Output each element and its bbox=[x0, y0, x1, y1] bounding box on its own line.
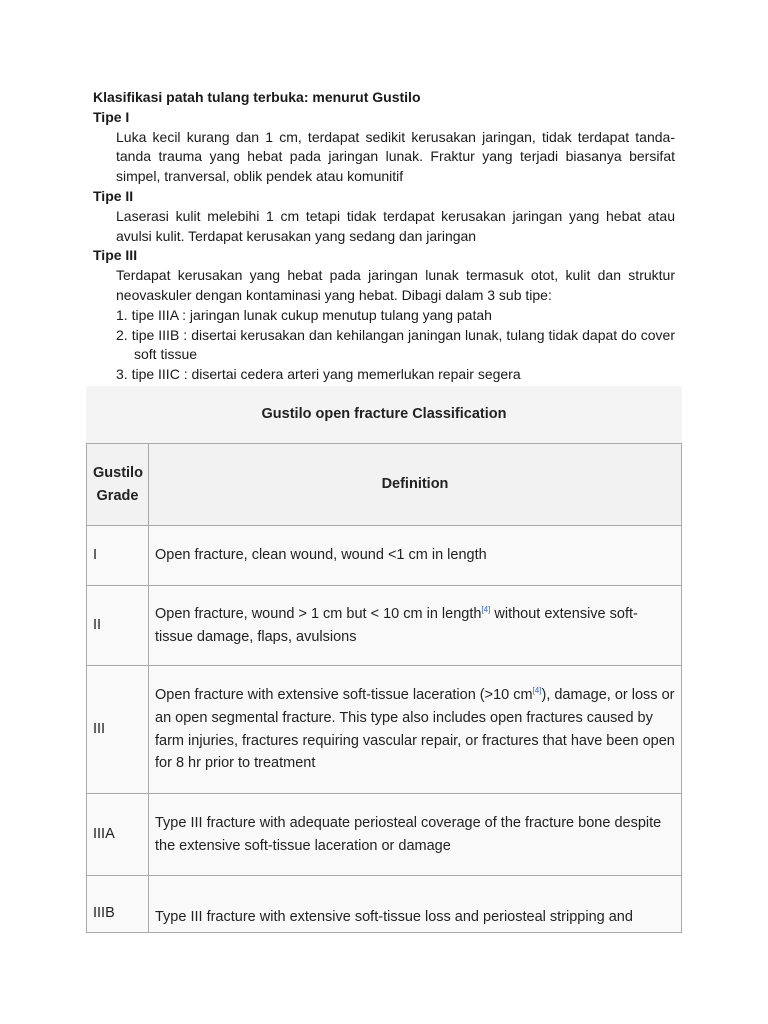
reference-link[interactable]: [4] bbox=[481, 604, 491, 614]
grade-cell: I bbox=[87, 526, 149, 586]
type-i-text: Luka kecil kurang dan 1 cm, terdapat sedikit kerusakan jaringan, tidak terdapat tanda-tanda trauma yang hebat pada jaringan lunak. Fraktur yang terjadi biasanya bersifat simpel, tranversal, oblik pendek atau komunitif bbox=[116, 128, 675, 185]
reference-link[interactable]: [4] bbox=[532, 686, 542, 696]
table-row bbox=[87, 876, 682, 933]
definition-cell bbox=[149, 586, 682, 666]
table-row bbox=[87, 526, 682, 586]
definition-text: Open fracture, wound > 1 cm but < 10 cm in length bbox=[155, 605, 482, 622]
header-definition: Definition bbox=[149, 444, 682, 526]
definition-cell: Type III fracture with extensive soft-tissue loss and periosteal stripping and bbox=[149, 876, 682, 933]
table-row bbox=[87, 666, 682, 794]
subtype-list bbox=[116, 306, 675, 385]
definition-text: Open fracture with extensive soft-tissue laceration (>10 cm bbox=[155, 686, 533, 703]
grade-cell: IIIA bbox=[87, 794, 149, 876]
header-grade: Gustilo Grade bbox=[87, 444, 149, 526]
type-i-heading: Tipe I bbox=[93, 108, 130, 125]
list-item: 2. tipe IIIB : disertai kerusakan dan kehilangan janingan lunak, tulang tidak dapat do cover soft tissue bbox=[116, 326, 675, 363]
definition-cell: Open fracture, clean wound, wound <1 cm in length bbox=[149, 526, 682, 586]
type-ii-heading: Tipe II bbox=[93, 187, 134, 204]
type-ii-text: Laserasi kulit melebihi 1 cm tetapi tidak terdapat kerusakan jaringan yang hebat atau avulsi kulit. Terdapat kerusakan yang sedang dan jaringan bbox=[116, 207, 675, 244]
table-row bbox=[87, 794, 682, 876]
grade-cell: IIIB bbox=[87, 876, 149, 933]
gustilo-table-section bbox=[86, 386, 682, 933]
table-header-row bbox=[87, 444, 682, 526]
list-item: 1. tipe IIIA : jaringan lunak cukup menutup tulang yang patah bbox=[116, 306, 492, 323]
grade-cell: III bbox=[87, 666, 149, 794]
definition-cell: Type III fracture with adequate periosteal coverage of the fracture bone despite the extensive soft-tissue laceration or damage bbox=[149, 794, 682, 876]
type-iii-text: Terdapat kerusakan yang hebat pada jaringan lunak termasuk otot, kulit dan struktur neovaskuler dengan kontaminasi yang hebat. Dibagi dalam 3 sub tipe: bbox=[116, 267, 675, 303]
definition-text: ), damage, or loss or an open segmental fracture. This type also includes open fractures caused by farm injuries, fractures requiring vascular repair, or fractures that have been open for 8 hr prior to treatment bbox=[155, 686, 675, 772]
list-item: 3. tipe IIIC : disertai cedera arteri yang memerlukan repair segera bbox=[116, 366, 521, 383]
definition-cell bbox=[149, 666, 682, 794]
document-title: Klasifikasi patah tulang terbuka: menurut Gustilo bbox=[93, 89, 421, 105]
table-caption: Gustilo open fracture Classification bbox=[86, 386, 682, 443]
document-body bbox=[93, 88, 675, 385]
definition-text: without extensive soft-tissue damage, flaps, avulsions bbox=[155, 605, 638, 645]
type-iii-heading: Tipe III bbox=[93, 247, 138, 264]
table-row bbox=[87, 586, 682, 666]
grade-cell: II bbox=[87, 586, 149, 666]
gustilo-table bbox=[86, 443, 682, 933]
